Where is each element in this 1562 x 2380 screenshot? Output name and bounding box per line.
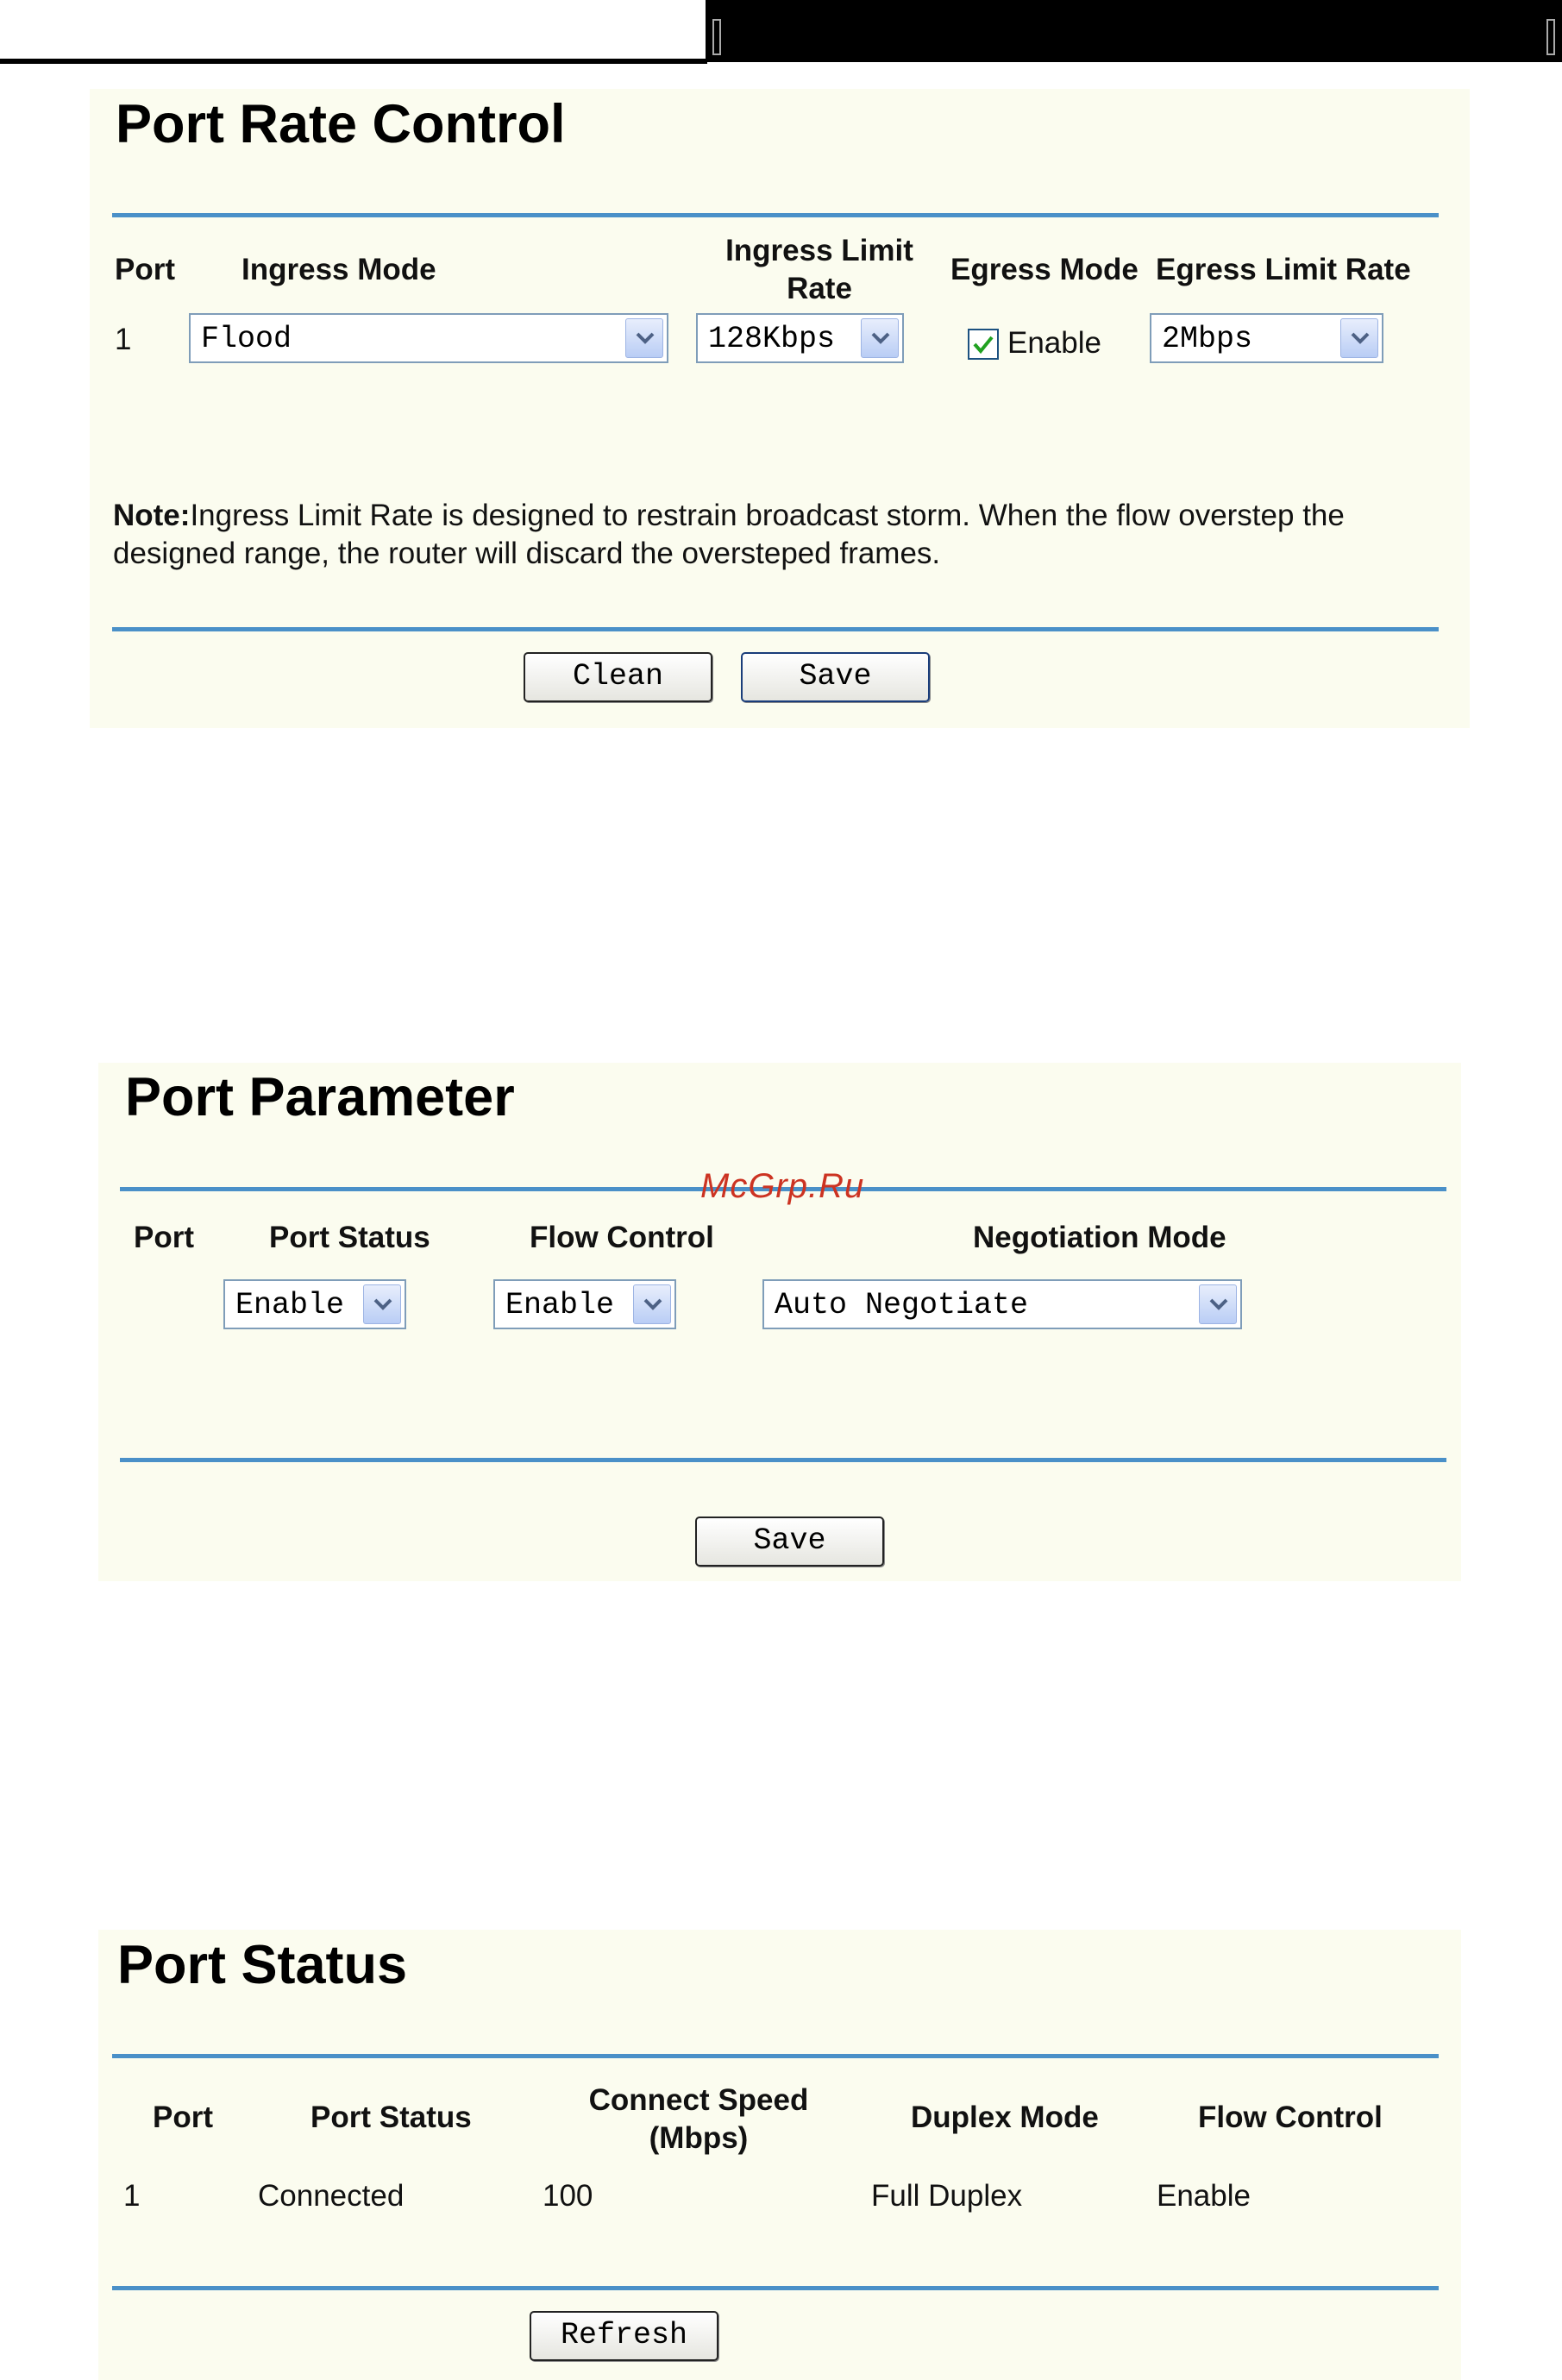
section-divider <box>112 2054 1439 2058</box>
header-rule <box>0 59 707 64</box>
column-header-flow-control: Flow Control <box>530 1221 714 1254</box>
column-header-port: Port <box>153 2101 213 2134</box>
page-title: Port Rate Control <box>116 94 566 154</box>
section-divider <box>112 2286 1439 2290</box>
column-header-port: Port <box>134 1221 194 1254</box>
watermark-text: McGrp.Ru <box>700 1167 865 1205</box>
port-number: 1 <box>115 323 132 356</box>
header-bar <box>706 0 1562 62</box>
chevron-down-icon[interactable] <box>861 318 899 358</box>
negotiation-mode-value: Auto Negotiate <box>775 1288 1029 1322</box>
column-header-ingress-limit-rate <box>707 232 932 308</box>
column-header-port: Port <box>115 253 175 286</box>
column-header-port-status: Port Status <box>311 2101 472 2134</box>
page-title: Port Status <box>117 1935 408 1995</box>
ingress-limit-rate-select[interactable] <box>696 313 904 363</box>
chevron-down-icon[interactable] <box>1199 1284 1237 1324</box>
column-header-egress-mode: Egress Mode <box>950 253 1139 286</box>
chevron-down-icon[interactable] <box>633 1284 671 1324</box>
status-connection: Connected <box>258 2179 405 2213</box>
column-header-flow-control: Flow Control <box>1198 2101 1383 2134</box>
page-title: Port Parameter <box>125 1067 515 1127</box>
status-duplex: Full Duplex <box>871 2179 1023 2213</box>
port-rate-control-panel <box>90 89 1470 728</box>
port-status-value: Enable <box>235 1288 345 1322</box>
column-header-ingress-mode: Ingress Mode <box>242 253 436 286</box>
section-divider <box>112 627 1439 631</box>
status-port-number: 1 <box>123 2179 141 2213</box>
negotiation-mode-select[interactable] <box>762 1279 1242 1329</box>
note-line-1-text: Ingress Limit Rate is designed to restrain broadcast storm. When the flow overstep the <box>190 499 1345 532</box>
ingress-mode-value: Flood <box>201 322 292 356</box>
column-header-connect-speed <box>569 2082 828 2157</box>
column-header-negotiation-mode: Negotiation Mode <box>973 1221 1226 1254</box>
column-header-port-status: Port Status <box>269 1221 430 1254</box>
port-status-select[interactable] <box>223 1279 406 1329</box>
save-button[interactable]: Save <box>695 1517 884 1567</box>
column-header-egress-limit-rate: Egress Limit Rate <box>1156 253 1411 286</box>
clean-button[interactable]: Clean <box>524 652 712 702</box>
column-header-ingress-limit-line1: Ingress Limit <box>725 234 913 267</box>
save-button[interactable]: Save <box>741 652 930 702</box>
status-speed: 100 <box>543 2179 593 2213</box>
chevron-down-icon[interactable] <box>1340 318 1378 358</box>
refresh-button[interactable]: Refresh <box>530 2311 718 2361</box>
column-header-speed-line2: (Mbps) <box>649 2121 749 2155</box>
header-mark-right <box>1546 19 1555 55</box>
note-line-1 <box>113 497 1458 535</box>
header-mark-left <box>712 19 721 55</box>
section-divider <box>112 213 1439 217</box>
flow-control-select[interactable] <box>493 1279 676 1329</box>
flow-control-value: Enable <box>505 1288 615 1322</box>
column-header-speed-line1: Connect Speed <box>588 2083 809 2117</box>
note-text <box>113 497 1458 573</box>
column-header-duplex-mode: Duplex Mode <box>911 2101 1099 2134</box>
chevron-down-icon[interactable] <box>625 318 663 358</box>
egress-limit-rate-value: 2Mbps <box>1162 322 1253 356</box>
ingress-limit-rate-value: 128Kbps <box>708 322 836 356</box>
section-divider <box>120 1458 1446 1462</box>
egress-mode-label: Enable <box>1007 326 1101 360</box>
note-line-2: designed range, the router will discard the oversteped frames. <box>113 537 941 570</box>
egress-mode-checkbox[interactable] <box>968 329 999 360</box>
column-header-ingress-limit-line2: Rate <box>787 272 852 305</box>
note-label: Note: <box>113 499 191 532</box>
status-flow-control: Enable <box>1157 2179 1251 2213</box>
checkmark-icon <box>969 330 997 358</box>
chevron-down-icon[interactable] <box>363 1284 401 1324</box>
egress-limit-rate-select[interactable] <box>1150 313 1383 363</box>
ingress-mode-select[interactable] <box>189 313 668 363</box>
